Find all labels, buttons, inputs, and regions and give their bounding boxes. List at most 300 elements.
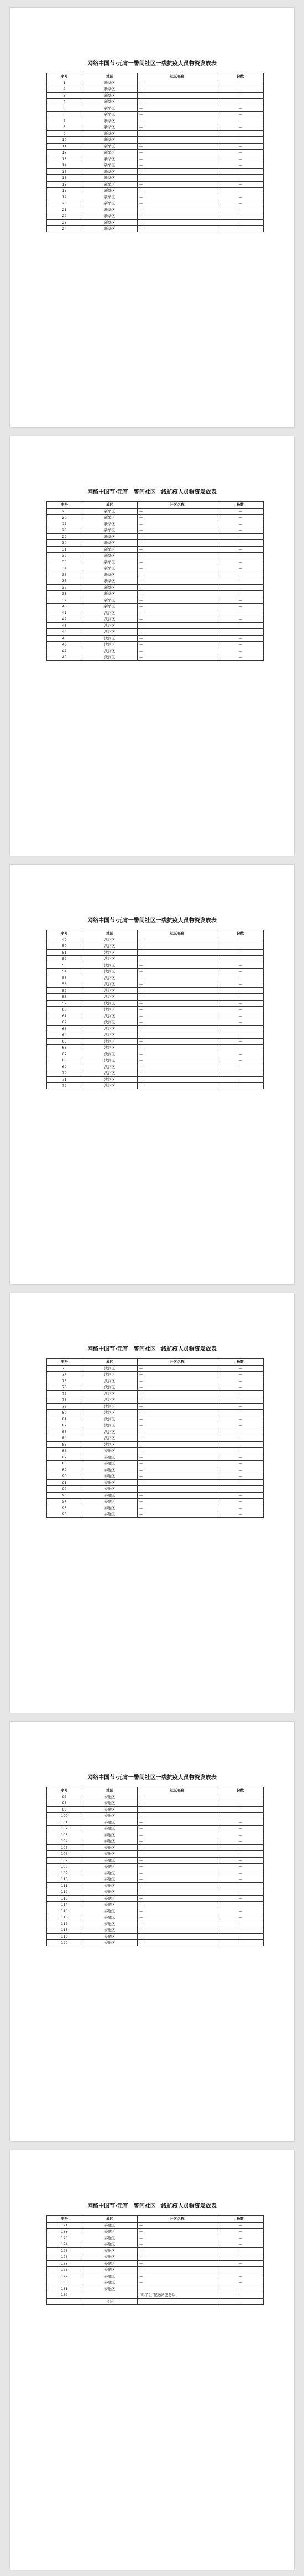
table-row [47, 1486, 264, 1493]
row-district: 新华区 [82, 181, 138, 188]
row-quantity: — [217, 1851, 264, 1858]
row-quantity: — [217, 168, 264, 175]
row-community-name: — [138, 1927, 217, 1934]
row-district: 沈河区 [82, 1032, 138, 1039]
row-community-name: — [138, 1794, 217, 1800]
row-number: 75 [47, 1378, 82, 1384]
row-district: 新华区 [82, 213, 138, 220]
row-quantity: — [217, 1390, 264, 1397]
row-community-name: — [138, 1882, 217, 1889]
table-row [47, 515, 264, 521]
table-row [47, 987, 264, 994]
row-district [82, 2292, 138, 2299]
row-number: 60 [47, 1007, 82, 1013]
row-quantity: — [217, 156, 264, 162]
row-community-name: — [138, 540, 217, 547]
row-community-name: — [138, 80, 217, 86]
row-number: 24 [47, 226, 82, 232]
row-community-name: — [138, 1038, 217, 1045]
row-community-name: — [138, 654, 217, 661]
row-quantity: — [217, 1416, 264, 1422]
table-row [47, 1032, 264, 1039]
document-page-3 [10, 865, 294, 1284]
table-row [47, 2235, 264, 2241]
row-quantity: — [217, 654, 264, 661]
table-row [47, 1045, 264, 1051]
row-number: 82 [47, 1422, 82, 1429]
row-quantity: — [217, 1838, 264, 1845]
row-quantity: — [217, 540, 264, 547]
row-number: 103 [47, 1832, 82, 1838]
row-quantity: — [217, 591, 264, 597]
row-community-name: — [138, 622, 217, 629]
row-district: 沈河区 [82, 1070, 138, 1077]
table-row [47, 168, 264, 175]
table-row [47, 648, 264, 654]
row-number: 1 [47, 80, 82, 86]
row-number: 2 [47, 86, 82, 93]
row-quantity: — [217, 1511, 264, 1518]
table-row [47, 1505, 264, 1511]
row-quantity: — [217, 1032, 264, 1039]
row-district: 新华区 [82, 226, 138, 232]
row-quantity: — [217, 137, 264, 144]
table-row [47, 527, 264, 534]
row-community-name: — [138, 226, 217, 232]
row-community-name: — [138, 1083, 217, 1089]
row-district: 沈河区 [82, 610, 138, 616]
row-number: 90 [47, 1473, 82, 1480]
row-community-name: — [138, 1857, 217, 1864]
row-number: 112 [47, 1889, 82, 1896]
row-number: 91 [47, 1479, 82, 1486]
row-quantity: — [217, 1429, 264, 1435]
row-district: 沈河区 [82, 1013, 138, 1019]
row-district: 新华区 [82, 92, 138, 99]
row-quantity: — [217, 1064, 264, 1070]
row-quantity: — [217, 1819, 264, 1826]
row-community-name: — [138, 987, 217, 994]
table-row [47, 130, 264, 137]
table-row [47, 118, 264, 124]
row-community-name: — [138, 1384, 217, 1391]
row-district: 新华区 [82, 591, 138, 597]
row-district: 泰融区 [82, 2273, 138, 2279]
table-row [47, 124, 264, 131]
row-district: 泰融区 [82, 2254, 138, 2261]
row-district: 新华区 [82, 219, 138, 226]
table-row [47, 1882, 264, 1889]
row-quantity: — [217, 200, 264, 207]
row-community-name: — [138, 105, 217, 112]
row-district: 新华区 [82, 168, 138, 175]
row-number: 89 [47, 1467, 82, 1473]
row-district: 新华区 [82, 99, 138, 105]
row-quantity: — [217, 1806, 264, 1813]
table-header-row [47, 502, 264, 509]
table-row [47, 1454, 264, 1461]
table-row [47, 2279, 264, 2286]
row-quantity: — [217, 150, 264, 156]
table-row [47, 86, 264, 93]
table-row [47, 1479, 264, 1486]
row-community-name: — [138, 124, 217, 131]
table-row [47, 162, 264, 169]
table-row [47, 975, 264, 981]
row-quantity: — [217, 1902, 264, 1908]
table-row [47, 2286, 264, 2292]
row-number: 4 [47, 99, 82, 105]
distribution-table [46, 73, 264, 232]
row-district: 新华区 [82, 118, 138, 124]
row-quantity: — [217, 118, 264, 124]
row-community-name: — [138, 200, 217, 207]
row-quantity: — [217, 975, 264, 981]
row-district: 泰融区 [82, 2229, 138, 2235]
row-community-name: — [138, 92, 217, 99]
row-community-name: — [138, 181, 217, 188]
table-header-row [47, 1787, 264, 1794]
row-community-name: — [138, 1844, 217, 1851]
table-row [47, 994, 264, 1001]
row-number: 57 [47, 987, 82, 994]
row-district: 泰融区 [82, 1876, 138, 1883]
table-row [47, 559, 264, 565]
row-community-name: — [138, 2247, 217, 2254]
row-district: 沈河区 [82, 1038, 138, 1045]
row-quantity: — [217, 578, 264, 585]
row-community-name: — [138, 508, 217, 515]
row-number: 29 [47, 533, 82, 540]
row-community-name: — [138, 207, 217, 213]
row-district: 泰融区 [82, 1473, 138, 1480]
row-number: 61 [47, 1013, 82, 1019]
row-community-name: — [138, 1870, 217, 1876]
row-district: 沈河区 [82, 635, 138, 642]
row-district: 泰融区 [82, 1505, 138, 1511]
row-quantity: — [217, 1365, 264, 1372]
row-community-name: — [138, 1390, 217, 1397]
row-community-name: — [138, 1473, 217, 1480]
row-community-name: — [138, 143, 217, 150]
table-row [47, 1025, 264, 1032]
row-community-name: — [138, 616, 217, 623]
table-row [47, 1826, 264, 1832]
row-community-name: — [138, 1403, 217, 1410]
row-district: 泰融区 [82, 1448, 138, 1454]
row-community-name: — [138, 1025, 217, 1032]
row-community-name: — [138, 2229, 217, 2235]
row-district: 新华区 [82, 553, 138, 559]
row-number: 53 [47, 962, 82, 969]
row-quantity: — [217, 1486, 264, 1493]
table-row [47, 1372, 264, 1378]
row-number: 78 [47, 1397, 82, 1404]
table-row [47, 1441, 264, 1448]
row-community-name: — [138, 1806, 217, 1813]
table-body [47, 937, 264, 1089]
row-number: 88 [47, 1461, 82, 1467]
row-quantity: — [217, 1403, 264, 1410]
row-community-name: — [138, 2273, 217, 2279]
row-district: 新华区 [82, 572, 138, 578]
row-district: 泰融区 [82, 2267, 138, 2273]
row-number: 114 [47, 1902, 82, 1908]
row-quantity: — [217, 956, 264, 962]
table-body [47, 508, 264, 660]
row-number: 77 [47, 1390, 82, 1397]
row-quantity: — [217, 207, 264, 213]
row-community-name: — [138, 994, 217, 1001]
row-number: 50 [47, 943, 82, 950]
row-district: 沈河区 [82, 975, 138, 981]
row-community-name: — [138, 1889, 217, 1896]
row-community-name: — [138, 1505, 217, 1511]
table-row [47, 1889, 264, 1896]
row-quantity: — [217, 2235, 264, 2241]
row-community-name: — [138, 1019, 217, 1026]
row-district: 新华区 [82, 533, 138, 540]
row-number: 12 [47, 150, 82, 156]
row-quantity: — [217, 1070, 264, 1077]
table-row [47, 508, 264, 515]
row-community-name: — [138, 2241, 217, 2248]
row-community-name: — [138, 219, 217, 226]
row-quantity: — [217, 1372, 264, 1378]
row-district: 泰融区 [82, 2241, 138, 2248]
column-header-number: 序号 [47, 1359, 82, 1366]
row-number: 9 [47, 130, 82, 137]
row-number: 85 [47, 1441, 82, 1448]
table-row [47, 99, 264, 105]
row-district: 沈河区 [82, 1076, 138, 1083]
row-number: 84 [47, 1435, 82, 1442]
table-row [47, 1384, 264, 1391]
row-district: 泰融区 [82, 1479, 138, 1486]
row-district: 新华区 [82, 527, 138, 534]
row-number: 109 [47, 1870, 82, 1876]
row-quantity: — [217, 2267, 264, 2273]
row-district: 泰融区 [82, 1940, 138, 1946]
row-district: 新华区 [82, 559, 138, 565]
distribution-table [46, 930, 264, 1089]
row-quantity: — [217, 162, 264, 169]
row-district: 新华区 [82, 175, 138, 182]
table-row [47, 1422, 264, 1429]
row-district: 泰融区 [82, 1826, 138, 1832]
table-row [47, 226, 264, 232]
row-district: 沈河区 [82, 1384, 138, 1391]
table-row [47, 1410, 264, 1416]
document-page-6 [10, 2150, 294, 2570]
row-quantity: — [217, 1083, 264, 1089]
row-number: 127 [47, 2260, 82, 2267]
row-community-name: — [138, 2267, 217, 2273]
table-row [47, 92, 264, 99]
row-number: 5 [47, 105, 82, 112]
row-number: 132 [47, 2292, 82, 2299]
column-header-district: 地区 [82, 2216, 138, 2223]
row-quantity: — [217, 2222, 264, 2229]
row-quantity: — [217, 622, 264, 629]
table-row [47, 1013, 264, 1019]
row-district: 沈河区 [82, 1057, 138, 1064]
table-body [47, 2222, 264, 2305]
row-community-name: — [138, 2222, 217, 2229]
column-header-number: 序号 [47, 1787, 82, 1794]
table-row [47, 962, 264, 969]
row-number: 55 [47, 975, 82, 981]
row-quantity: — [217, 1864, 264, 1870]
row-number: 72 [47, 1083, 82, 1089]
column-header-district: 地区 [82, 930, 138, 937]
row-district: 泰融区 [82, 1499, 138, 1505]
row-quantity: — [217, 1933, 264, 1940]
row-number: 23 [47, 219, 82, 226]
row-number: 36 [47, 578, 82, 585]
row-community-name: — [138, 1921, 217, 1927]
column-header-district: 地区 [82, 502, 138, 509]
row-number: 123 [47, 2235, 82, 2241]
row-community-name: — [138, 1940, 217, 1946]
table-row [47, 1851, 264, 1858]
row-quantity: — [217, 962, 264, 969]
table-header-row [47, 1359, 264, 1366]
column-header-number: 序号 [47, 73, 82, 80]
row-number: 58 [47, 994, 82, 1001]
table-row [47, 1051, 264, 1057]
table-row [47, 1813, 264, 1819]
row-number: 102 [47, 1826, 82, 1832]
row-number: 110 [47, 1876, 82, 1883]
row-quantity: — [217, 1441, 264, 1448]
row-quantity: — [217, 1800, 264, 1807]
document-page-4 [10, 1293, 294, 1713]
table-row [47, 2229, 264, 2235]
row-community-name: — [138, 1441, 217, 1448]
row-community-name: — [138, 162, 217, 169]
table-row [47, 546, 264, 553]
row-district: 沈河区 [82, 629, 138, 636]
row-quantity: — [217, 2254, 264, 2261]
table-row [47, 565, 264, 572]
table-row [47, 2254, 264, 2261]
row-quantity: — [217, 521, 264, 527]
row-number: 118 [47, 1927, 82, 1934]
row-quantity: — [217, 533, 264, 540]
row-number: 111 [47, 1882, 82, 1889]
row-number: 56 [47, 981, 82, 988]
row-community-name: — [138, 610, 217, 616]
row-number: 37 [47, 584, 82, 591]
row-number: 129 [47, 2273, 82, 2279]
row-quantity: — [217, 2241, 264, 2248]
row-community-name: — [138, 1416, 217, 1422]
row-community-name: — [138, 1499, 217, 1505]
table-row [47, 2292, 264, 2299]
table-row [47, 1921, 264, 1927]
row-district: 沈河区 [82, 1429, 138, 1435]
row-quantity: — [217, 124, 264, 131]
row-quantity: — [217, 1492, 264, 1499]
table-row [47, 1378, 264, 1384]
row-number: 59 [47, 1000, 82, 1007]
row-district: 新华区 [82, 546, 138, 553]
row-number: 38 [47, 591, 82, 597]
row-community-name: — [138, 1813, 217, 1819]
row-community-name: — [138, 112, 217, 118]
row-district: 沈河区 [82, 1410, 138, 1416]
row-number: 13 [47, 156, 82, 162]
row-number: 8 [47, 124, 82, 131]
row-community-name: — [138, 1864, 217, 1870]
table-row [47, 2241, 264, 2248]
column-header-quantity: 份数 [217, 73, 264, 80]
row-number: 125 [47, 2247, 82, 2254]
row-quantity: — [217, 994, 264, 1001]
row-district: 沈河区 [82, 1422, 138, 1429]
row-community-name: — [138, 150, 217, 156]
row-number: 27 [47, 521, 82, 527]
row-quantity: — [217, 1038, 264, 1045]
row-number: 86 [47, 1448, 82, 1454]
row-number: 39 [47, 597, 82, 604]
table-row [47, 1403, 264, 1410]
table-row [47, 1838, 264, 1845]
row-community-name: — [138, 604, 217, 610]
row-community-name: — [138, 943, 217, 950]
row-number: 65 [47, 1038, 82, 1045]
row-district: 沈河区 [82, 1403, 138, 1410]
row-community-name: — [138, 1365, 217, 1372]
table-body [47, 80, 264, 232]
table-row [47, 533, 264, 540]
row-quantity: — [217, 1454, 264, 1461]
table-row [47, 949, 264, 956]
row-number: 108 [47, 1864, 82, 1870]
row-community-name: — [138, 118, 217, 124]
row-quantity: — [217, 1007, 264, 1013]
row-number: 100 [47, 1813, 82, 1819]
row-quantity: — [217, 130, 264, 137]
column-header-community: 社区名称 [138, 502, 217, 509]
table-row [47, 2298, 264, 2305]
row-number: 81 [47, 1416, 82, 1422]
row-number: 122 [47, 2229, 82, 2235]
row-quantity: — [217, 584, 264, 591]
table-row [47, 1902, 264, 1908]
row-district: 沈河区 [82, 1051, 138, 1057]
row-district: 沈河区 [82, 1390, 138, 1397]
row-number: 54 [47, 969, 82, 975]
row-community-name: — [138, 1435, 217, 1442]
column-header-number: 序号 [47, 930, 82, 937]
table-row [47, 591, 264, 597]
table-row [47, 1876, 264, 1883]
row-community-name: — [138, 1902, 217, 1908]
row-quantity: — [217, 635, 264, 642]
row-number: 66 [47, 1045, 82, 1051]
row-quantity: — [217, 2298, 264, 2305]
row-district: 沈河区 [82, 1064, 138, 1070]
row-district: 新华区 [82, 597, 138, 604]
row-community-name: — [138, 1410, 217, 1416]
table-row [47, 1940, 264, 1946]
table-row [47, 654, 264, 661]
table-row [47, 150, 264, 156]
row-district: 新华区 [82, 521, 138, 527]
row-number: 26 [47, 515, 82, 521]
